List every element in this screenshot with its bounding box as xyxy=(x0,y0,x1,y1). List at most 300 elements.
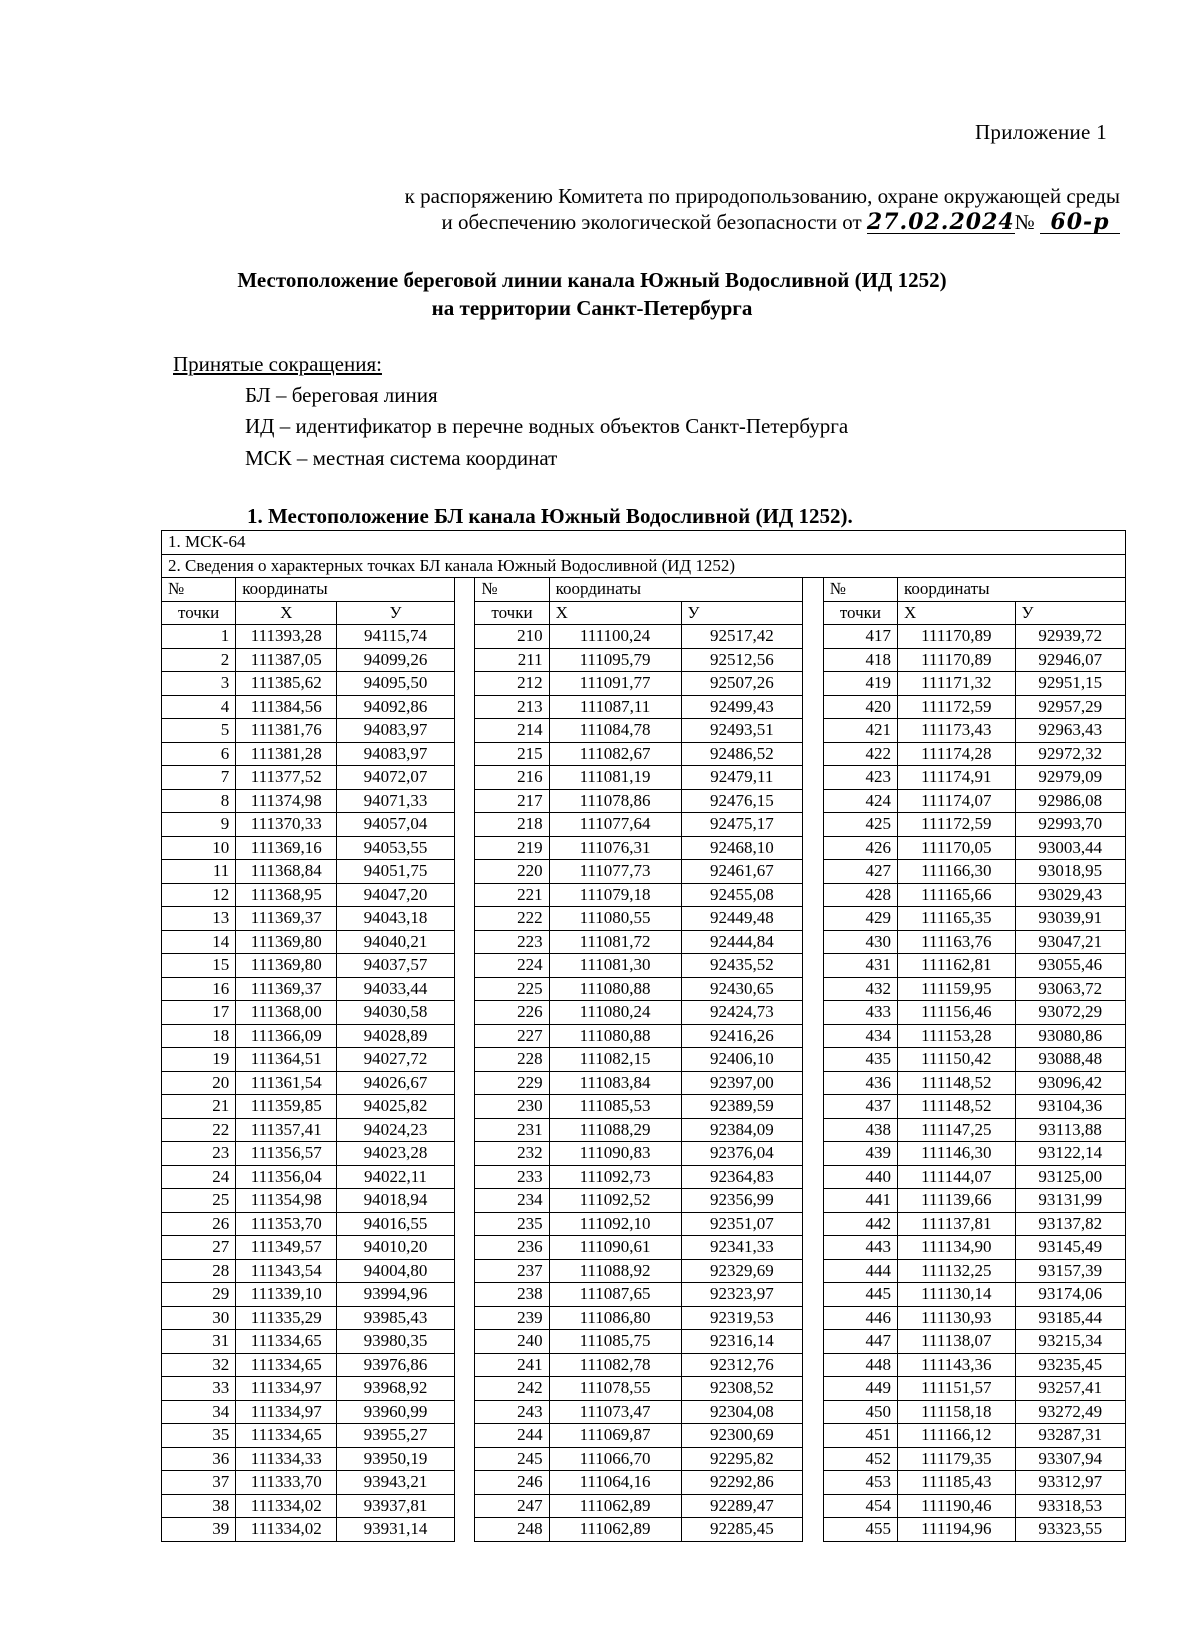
x-coordinate-cell: 111148,52 xyxy=(898,1095,1016,1119)
x-coordinate-cell: 111162,81 xyxy=(898,954,1016,978)
column-gap xyxy=(454,1283,475,1307)
x-coordinate-cell: 111062,89 xyxy=(549,1518,681,1542)
column-gap xyxy=(803,1212,824,1236)
x-coordinate-cell: 111130,93 xyxy=(898,1306,1016,1330)
point-number-cell: 422 xyxy=(823,742,897,766)
y-coordinate-cell: 93215,34 xyxy=(1015,1330,1125,1354)
x-coordinate-cell: 111078,86 xyxy=(549,789,681,813)
handwritten-order-date: 27.02.2024 xyxy=(866,209,1015,235)
table-header-row-2 xyxy=(162,601,1126,625)
table-info-cell: 2. Сведения о характерных точках БЛ канала Южный Водосливной (ИД 1252) xyxy=(162,554,1126,578)
y-coordinate-cell: 93955,27 xyxy=(337,1424,455,1448)
document-title-line-1: Местоположение береговой линии канала Южный Водосливной (ИД 1252) xyxy=(237,268,947,292)
table-row xyxy=(162,742,1126,766)
y-coordinate-cell: 94115,74 xyxy=(337,625,455,649)
column-gap xyxy=(454,1377,475,1401)
point-number-cell: 428 xyxy=(823,883,897,907)
y-coordinate-cell: 93257,41 xyxy=(1015,1377,1125,1401)
point-number-cell: 449 xyxy=(823,1377,897,1401)
y-coordinate-cell: 93096,42 xyxy=(1015,1071,1125,1095)
x-coordinate-cell: 111368,84 xyxy=(236,860,337,884)
x-coordinate-cell: 111083,84 xyxy=(549,1071,681,1095)
table-row xyxy=(162,1236,1126,1260)
x-coordinate-cell: 111069,87 xyxy=(549,1424,681,1448)
y-coordinate-cell: 92341,33 xyxy=(681,1236,803,1260)
y-coordinate-cell: 93003,44 xyxy=(1015,836,1125,860)
point-number-cell: 423 xyxy=(823,766,897,790)
y-coordinate-cell: 94030,58 xyxy=(337,1001,455,1025)
x-coordinate-cell: 111077,73 xyxy=(549,860,681,884)
point-number-cell: 7 xyxy=(162,766,236,790)
point-number-cell: 247 xyxy=(475,1494,549,1518)
x-coordinate-cell: 111334,97 xyxy=(236,1400,337,1424)
x-coordinate-cell: 111066,70 xyxy=(549,1447,681,1471)
x-coordinate-cell: 111174,07 xyxy=(898,789,1016,813)
abbreviation-item: ИД – идентификатор в перечне водных объектов Санкт-Петербурга xyxy=(245,414,849,438)
column-gap xyxy=(454,1518,475,1542)
table-row xyxy=(162,1330,1126,1354)
column-gap xyxy=(803,836,824,860)
y-coordinate-cell: 93063,72 xyxy=(1015,977,1125,1001)
point-number-cell: 225 xyxy=(475,977,549,1001)
column-gap xyxy=(803,1330,824,1354)
y-coordinate-cell: 92476,15 xyxy=(681,789,803,813)
x-coordinate-cell: 111159,95 xyxy=(898,977,1016,1001)
table-row xyxy=(162,1306,1126,1330)
point-number-cell: 33 xyxy=(162,1377,236,1401)
table-row xyxy=(162,1377,1126,1401)
y-coordinate-cell: 92957,29 xyxy=(1015,695,1125,719)
point-number-cell: 237 xyxy=(475,1259,549,1283)
col-header-point: точки xyxy=(475,601,549,625)
point-number-cell: 230 xyxy=(475,1095,549,1119)
y-coordinate-cell: 93272,49 xyxy=(1015,1400,1125,1424)
y-coordinate-cell: 92939,72 xyxy=(1015,625,1125,649)
y-coordinate-cell: 93104,36 xyxy=(1015,1095,1125,1119)
document-title-line-2: на территории Санкт-Петербурга xyxy=(431,296,753,320)
column-gap xyxy=(803,860,824,884)
point-number-cell: 9 xyxy=(162,813,236,837)
table-row xyxy=(162,766,1126,790)
column-gap xyxy=(803,695,824,719)
table-row xyxy=(162,648,1126,672)
x-coordinate-cell: 111082,15 xyxy=(549,1048,681,1072)
y-coordinate-cell: 93943,21 xyxy=(337,1471,455,1495)
y-coordinate-cell: 92292,86 xyxy=(681,1471,803,1495)
column-gap xyxy=(454,860,475,884)
point-number-cell: 36 xyxy=(162,1447,236,1471)
y-coordinate-cell: 93937,81 xyxy=(337,1494,455,1518)
order-reference-line-2 xyxy=(442,210,1120,235)
x-coordinate-cell: 111334,65 xyxy=(236,1330,337,1354)
point-number-cell: 3 xyxy=(162,672,236,696)
column-gap xyxy=(454,883,475,907)
column-gap xyxy=(803,1518,824,1542)
x-coordinate-cell: 111130,14 xyxy=(898,1283,1016,1307)
y-coordinate-cell: 94028,89 xyxy=(337,1024,455,1048)
column-gap xyxy=(454,1353,475,1377)
x-coordinate-cell: 111148,52 xyxy=(898,1071,1016,1095)
point-number-cell: 14 xyxy=(162,930,236,954)
y-coordinate-cell: 93323,55 xyxy=(1015,1518,1125,1542)
abbreviations-heading: Принятые сокращения: xyxy=(173,352,382,376)
number-sign: № xyxy=(1014,210,1035,234)
table-row xyxy=(162,1424,1126,1448)
point-number-cell: 452 xyxy=(823,1447,897,1471)
point-number-cell: 239 xyxy=(475,1306,549,1330)
y-coordinate-cell: 93072,29 xyxy=(1015,1001,1125,1025)
y-coordinate-cell: 93122,14 xyxy=(1015,1142,1125,1166)
point-number-cell: 441 xyxy=(823,1189,897,1213)
column-gap xyxy=(803,1353,824,1377)
column-gap xyxy=(803,1377,824,1401)
column-gap xyxy=(454,1142,475,1166)
x-coordinate-cell: 111366,09 xyxy=(236,1024,337,1048)
x-coordinate-cell: 111091,77 xyxy=(549,672,681,696)
x-coordinate-cell: 111368,00 xyxy=(236,1001,337,1025)
y-coordinate-cell: 92986,08 xyxy=(1015,789,1125,813)
col-header-point: точки xyxy=(823,601,897,625)
x-coordinate-cell: 111369,80 xyxy=(236,930,337,954)
point-number-cell: 238 xyxy=(475,1283,549,1307)
column-gap xyxy=(803,719,824,743)
column-gap xyxy=(454,1236,475,1260)
point-number-cell: 19 xyxy=(162,1048,236,1072)
y-coordinate-cell: 93980,35 xyxy=(337,1330,455,1354)
x-coordinate-cell: 111080,24 xyxy=(549,1001,681,1025)
x-coordinate-cell: 111077,64 xyxy=(549,813,681,837)
point-number-cell: 439 xyxy=(823,1142,897,1166)
x-coordinate-cell: 111369,16 xyxy=(236,836,337,860)
column-gap xyxy=(803,625,824,649)
point-number-cell: 451 xyxy=(823,1424,897,1448)
x-coordinate-cell: 111088,29 xyxy=(549,1118,681,1142)
column-gap xyxy=(803,578,824,602)
x-coordinate-cell: 111190,46 xyxy=(898,1494,1016,1518)
x-coordinate-cell: 111171,32 xyxy=(898,672,1016,696)
y-coordinate-cell: 93931,14 xyxy=(337,1518,455,1542)
y-coordinate-cell: 93235,45 xyxy=(1015,1353,1125,1377)
column-gap xyxy=(803,601,824,625)
x-coordinate-cell: 111079,18 xyxy=(549,883,681,907)
table-row xyxy=(162,625,1126,649)
x-coordinate-cell: 111150,42 xyxy=(898,1048,1016,1072)
table-row xyxy=(162,1353,1126,1377)
column-gap xyxy=(454,1259,475,1283)
x-coordinate-cell: 111076,31 xyxy=(549,836,681,860)
x-coordinate-cell: 111349,57 xyxy=(236,1236,337,1260)
y-coordinate-cell: 92449,48 xyxy=(681,907,803,931)
point-number-cell: 233 xyxy=(475,1165,549,1189)
y-coordinate-cell: 92993,70 xyxy=(1015,813,1125,837)
column-gap xyxy=(803,742,824,766)
table-row xyxy=(162,907,1126,931)
column-gap xyxy=(454,813,475,837)
x-coordinate-cell: 111173,43 xyxy=(898,719,1016,743)
point-number-cell: 248 xyxy=(475,1518,549,1542)
x-coordinate-cell: 111334,02 xyxy=(236,1494,337,1518)
table-row xyxy=(162,1212,1126,1236)
y-coordinate-cell: 92479,11 xyxy=(681,766,803,790)
x-coordinate-cell: 111147,25 xyxy=(898,1118,1016,1142)
x-coordinate-cell: 111165,35 xyxy=(898,907,1016,931)
x-coordinate-cell: 111090,61 xyxy=(549,1236,681,1260)
table-row xyxy=(162,1118,1126,1142)
y-coordinate-cell: 92364,83 xyxy=(681,1165,803,1189)
col-header-coords: координаты xyxy=(236,578,455,602)
y-coordinate-cell: 94047,20 xyxy=(337,883,455,907)
y-coordinate-cell: 94022,11 xyxy=(337,1165,455,1189)
abbreviation-item: МСК – местная система координат xyxy=(245,446,558,470)
y-coordinate-cell: 94026,67 xyxy=(337,1071,455,1095)
x-coordinate-cell: 111359,85 xyxy=(236,1095,337,1119)
column-gap xyxy=(803,1189,824,1213)
point-number-cell: 424 xyxy=(823,789,897,813)
y-coordinate-cell: 94023,28 xyxy=(337,1142,455,1166)
point-number-cell: 2 xyxy=(162,648,236,672)
x-coordinate-cell: 111384,56 xyxy=(236,695,337,719)
x-coordinate-cell: 111085,53 xyxy=(549,1095,681,1119)
x-coordinate-cell: 111353,70 xyxy=(236,1212,337,1236)
x-coordinate-cell: 111092,10 xyxy=(549,1212,681,1236)
point-number-cell: 438 xyxy=(823,1118,897,1142)
x-coordinate-cell: 111381,28 xyxy=(236,742,337,766)
x-coordinate-cell: 111166,12 xyxy=(898,1424,1016,1448)
y-coordinate-cell: 93287,31 xyxy=(1015,1424,1125,1448)
x-coordinate-cell: 111073,47 xyxy=(549,1400,681,1424)
y-coordinate-cell: 94037,57 xyxy=(337,954,455,978)
x-coordinate-cell: 111080,88 xyxy=(549,977,681,1001)
table-row xyxy=(162,1447,1126,1471)
column-gap xyxy=(803,1095,824,1119)
table-row xyxy=(162,836,1126,860)
point-number-cell: 227 xyxy=(475,1024,549,1048)
x-coordinate-cell: 111087,65 xyxy=(549,1283,681,1307)
x-coordinate-cell: 111170,89 xyxy=(898,648,1016,672)
point-number-cell: 437 xyxy=(823,1095,897,1119)
point-number-cell: 215 xyxy=(475,742,549,766)
col-header-x: X xyxy=(236,601,337,625)
x-coordinate-cell: 111179,35 xyxy=(898,1447,1016,1471)
y-coordinate-cell: 92475,17 xyxy=(681,813,803,837)
point-number-cell: 234 xyxy=(475,1189,549,1213)
x-coordinate-cell: 111357,41 xyxy=(236,1118,337,1142)
y-coordinate-cell: 92979,09 xyxy=(1015,766,1125,790)
column-gap xyxy=(803,1424,824,1448)
y-coordinate-cell: 93950,19 xyxy=(337,1447,455,1471)
point-number-cell: 450 xyxy=(823,1400,897,1424)
table-header-row-1 xyxy=(162,578,1126,602)
x-coordinate-cell: 111062,89 xyxy=(549,1494,681,1518)
table-row xyxy=(162,1095,1126,1119)
x-coordinate-cell: 111374,98 xyxy=(236,789,337,813)
table-row xyxy=(162,1283,1126,1307)
point-number-cell: 221 xyxy=(475,883,549,907)
table-row xyxy=(162,695,1126,719)
x-coordinate-cell: 111334,97 xyxy=(236,1377,337,1401)
point-number-cell: 231 xyxy=(475,1118,549,1142)
column-gap xyxy=(454,1447,475,1471)
column-gap xyxy=(803,766,824,790)
point-number-cell: 443 xyxy=(823,1236,897,1260)
column-gap xyxy=(454,1212,475,1236)
y-coordinate-cell: 93968,92 xyxy=(337,1377,455,1401)
y-coordinate-cell: 92444,84 xyxy=(681,930,803,954)
y-coordinate-cell: 94053,55 xyxy=(337,836,455,860)
y-coordinate-cell: 93029,43 xyxy=(1015,883,1125,907)
y-coordinate-cell: 92295,82 xyxy=(681,1447,803,1471)
y-coordinate-cell: 94043,18 xyxy=(337,907,455,931)
y-coordinate-cell: 92455,08 xyxy=(681,883,803,907)
column-gap xyxy=(803,1048,824,1072)
x-coordinate-cell: 111369,80 xyxy=(236,954,337,978)
column-gap xyxy=(803,1236,824,1260)
x-coordinate-cell: 111170,89 xyxy=(898,625,1016,649)
y-coordinate-cell: 93318,53 xyxy=(1015,1494,1125,1518)
table-row xyxy=(162,789,1126,813)
order-reference-prefix: и обеспечению экологической безопасности от xyxy=(441,210,862,234)
x-coordinate-cell: 111092,52 xyxy=(549,1189,681,1213)
x-coordinate-cell: 111172,59 xyxy=(898,813,1016,837)
x-coordinate-cell: 111086,80 xyxy=(549,1306,681,1330)
point-number-cell: 442 xyxy=(823,1212,897,1236)
x-coordinate-cell: 111370,33 xyxy=(236,813,337,837)
x-coordinate-cell: 111166,30 xyxy=(898,860,1016,884)
column-gap xyxy=(803,1494,824,1518)
column-gap xyxy=(454,625,475,649)
x-coordinate-cell: 111334,65 xyxy=(236,1353,337,1377)
y-coordinate-cell: 92397,00 xyxy=(681,1071,803,1095)
y-coordinate-cell: 92312,76 xyxy=(681,1353,803,1377)
column-gap xyxy=(803,1118,824,1142)
column-gap xyxy=(803,1024,824,1048)
col-header-y: У xyxy=(337,601,455,625)
column-gap xyxy=(803,1165,824,1189)
x-coordinate-cell: 111088,92 xyxy=(549,1259,681,1283)
handwritten-order-number: 60-р xyxy=(1040,211,1120,234)
x-coordinate-cell: 111084,78 xyxy=(549,719,681,743)
point-number-cell: 39 xyxy=(162,1518,236,1542)
column-gap xyxy=(454,1001,475,1025)
x-coordinate-cell: 111080,88 xyxy=(549,1024,681,1048)
point-number-cell: 444 xyxy=(823,1259,897,1283)
point-number-cell: 27 xyxy=(162,1236,236,1260)
x-coordinate-cell: 111085,75 xyxy=(549,1330,681,1354)
point-number-cell: 430 xyxy=(823,930,897,954)
x-coordinate-cell: 111165,66 xyxy=(898,883,1016,907)
coordinates-table xyxy=(161,530,1126,1542)
table-row xyxy=(162,672,1126,696)
point-number-cell: 222 xyxy=(475,907,549,931)
column-gap xyxy=(803,1071,824,1095)
x-coordinate-cell: 111153,28 xyxy=(898,1024,1016,1048)
column-gap xyxy=(454,1165,475,1189)
point-number-cell: 25 xyxy=(162,1189,236,1213)
column-gap xyxy=(454,601,475,625)
y-coordinate-cell: 94051,75 xyxy=(337,860,455,884)
x-coordinate-cell: 111354,98 xyxy=(236,1189,337,1213)
y-coordinate-cell: 92319,53 xyxy=(681,1306,803,1330)
point-number-cell: 216 xyxy=(475,766,549,790)
x-coordinate-cell: 111082,78 xyxy=(549,1353,681,1377)
y-coordinate-cell: 94027,72 xyxy=(337,1048,455,1072)
point-number-cell: 13 xyxy=(162,907,236,931)
table-row xyxy=(162,930,1126,954)
table-row xyxy=(162,1518,1126,1542)
y-coordinate-cell: 93985,43 xyxy=(337,1306,455,1330)
y-coordinate-cell: 93174,06 xyxy=(1015,1283,1125,1307)
point-number-cell: 426 xyxy=(823,836,897,860)
y-coordinate-cell: 93088,48 xyxy=(1015,1048,1125,1072)
y-coordinate-cell: 94024,23 xyxy=(337,1118,455,1142)
y-coordinate-cell: 92356,99 xyxy=(681,1189,803,1213)
y-coordinate-cell: 92946,07 xyxy=(1015,648,1125,672)
column-gap xyxy=(454,1095,475,1119)
y-coordinate-cell: 92430,65 xyxy=(681,977,803,1001)
x-coordinate-cell: 111385,62 xyxy=(236,672,337,696)
point-number-cell: 236 xyxy=(475,1236,549,1260)
x-coordinate-cell: 111361,54 xyxy=(236,1071,337,1095)
column-gap xyxy=(454,1424,475,1448)
y-coordinate-cell: 94083,97 xyxy=(337,719,455,743)
y-coordinate-cell: 92499,43 xyxy=(681,695,803,719)
point-number-cell: 427 xyxy=(823,860,897,884)
table-row xyxy=(162,1071,1126,1095)
column-gap xyxy=(803,907,824,931)
y-coordinate-cell: 93137,82 xyxy=(1015,1212,1125,1236)
point-number-cell: 38 xyxy=(162,1494,236,1518)
y-coordinate-cell: 93976,86 xyxy=(337,1353,455,1377)
point-number-cell: 11 xyxy=(162,860,236,884)
y-coordinate-cell: 92329,69 xyxy=(681,1259,803,1283)
point-number-cell: 448 xyxy=(823,1353,897,1377)
point-number-cell: 26 xyxy=(162,1212,236,1236)
col-header-coords: координаты xyxy=(549,578,803,602)
y-coordinate-cell: 93145,49 xyxy=(1015,1236,1125,1260)
point-number-cell: 245 xyxy=(475,1447,549,1471)
x-coordinate-cell: 111172,59 xyxy=(898,695,1016,719)
y-coordinate-cell: 92289,47 xyxy=(681,1494,803,1518)
y-coordinate-cell: 93131,99 xyxy=(1015,1189,1125,1213)
point-number-cell: 436 xyxy=(823,1071,897,1095)
abbreviation-item: БЛ – береговая линия xyxy=(245,383,438,407)
x-coordinate-cell: 111356,57 xyxy=(236,1142,337,1166)
column-gap xyxy=(454,977,475,1001)
column-gap xyxy=(454,930,475,954)
point-number-cell: 445 xyxy=(823,1283,897,1307)
point-number-cell: 417 xyxy=(823,625,897,649)
x-coordinate-cell: 111339,10 xyxy=(236,1283,337,1307)
column-gap xyxy=(454,719,475,743)
y-coordinate-cell: 92304,08 xyxy=(681,1400,803,1424)
column-gap xyxy=(454,836,475,860)
y-coordinate-cell: 94010,20 xyxy=(337,1236,455,1260)
y-coordinate-cell: 92316,14 xyxy=(681,1330,803,1354)
point-number-cell: 447 xyxy=(823,1330,897,1354)
x-coordinate-cell: 111090,83 xyxy=(549,1142,681,1166)
point-number-cell: 219 xyxy=(475,836,549,860)
y-coordinate-cell: 93055,46 xyxy=(1015,954,1125,978)
point-number-cell: 29 xyxy=(162,1283,236,1307)
col-header-x: X xyxy=(898,601,1016,625)
column-gap xyxy=(454,648,475,672)
column-gap xyxy=(803,930,824,954)
point-number-cell: 446 xyxy=(823,1306,897,1330)
column-gap xyxy=(803,813,824,837)
point-number-cell: 21 xyxy=(162,1095,236,1119)
x-coordinate-cell: 111170,05 xyxy=(898,836,1016,860)
y-coordinate-cell: 92424,73 xyxy=(681,1001,803,1025)
